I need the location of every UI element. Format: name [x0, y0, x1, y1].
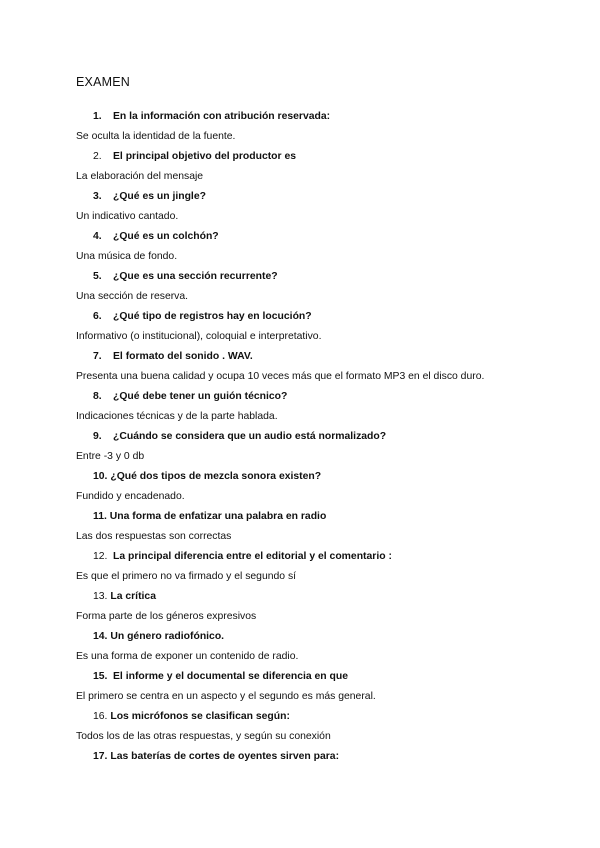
question — [0, 467, 600, 487]
question-list — [0, 107, 600, 767]
question — [0, 347, 600, 367]
answer: Una música de fondo. — [76, 251, 178, 262]
question — [0, 627, 600, 647]
question — [0, 107, 600, 127]
question-text — [93, 467, 321, 487]
question — [0, 427, 600, 447]
answer: Informativo (o institucional), coloquial e interpretativo. — [76, 331, 322, 342]
answer: Es una forma de exponer un contenido de radio. — [76, 651, 299, 662]
question-number: 7. — [93, 351, 102, 362]
question-label: ¿Qué es un jingle? — [113, 191, 206, 202]
question-number: 15. — [93, 671, 108, 682]
answer: Presenta una buena calidad y ocupa 10 veces más que el formato MP3 en el disco duro. — [76, 371, 485, 382]
question-number: 13. — [93, 591, 108, 602]
question-number: 9. — [93, 431, 102, 442]
question — [0, 147, 600, 167]
question-text — [93, 627, 224, 647]
answer: Las dos respuestas son correctas — [76, 531, 232, 542]
question-label: ¿Qué dos tipos de mezcla sonora existen? — [110, 471, 322, 482]
question-label: ¿Qué es un colchón? — [113, 231, 219, 242]
question-number: 14. — [93, 631, 108, 642]
question — [0, 667, 600, 687]
question — [0, 227, 600, 247]
question-text — [93, 507, 326, 527]
question-number: 4. — [93, 231, 102, 242]
question — [0, 387, 600, 407]
question-number: 2. — [93, 151, 102, 162]
question — [0, 507, 600, 527]
question-label: ¿Que es una sección recurrente? — [113, 271, 278, 282]
question-number: 3. — [93, 191, 102, 202]
question-text — [93, 747, 339, 767]
question — [0, 187, 600, 207]
answer: El primero se centra en un aspecto y el segundo es más general. — [76, 691, 376, 702]
question-number: 6. — [93, 311, 102, 322]
question-number: 16. — [93, 711, 108, 722]
answer: Se oculta la identidad de la fuente. — [76, 131, 236, 142]
answer: La elaboración del mensaje — [76, 171, 204, 182]
question-number: 1. — [93, 111, 102, 122]
answer: Entre -3 y 0 db — [76, 451, 145, 462]
page-title: EXAMEN — [76, 75, 130, 89]
question — [0, 547, 600, 567]
question-number: 10. — [93, 471, 108, 482]
answer: Una sección de reserva. — [76, 291, 189, 302]
question — [0, 307, 600, 327]
question-number: 5. — [93, 271, 102, 282]
question-label: Un género radiofónico. — [110, 631, 225, 642]
question-text — [93, 587, 156, 607]
question-number: 17. — [93, 751, 108, 762]
answer: Todos los de las otras respuestas, y según su conexión — [76, 731, 331, 742]
question-label: El informe y el documental se diferencia en que — [113, 671, 349, 682]
question-label: En la información con atribución reservada: — [113, 111, 331, 122]
question-number: 11. — [93, 511, 107, 522]
answer: Es que el primero no va firmado y el segundo sí — [76, 571, 297, 582]
question-label: ¿Cuándo se considera que un audio está normalizado? — [113, 431, 387, 442]
question-label: ¿Qué tipo de registros hay en locución? — [113, 311, 312, 322]
question — [0, 267, 600, 287]
question — [0, 587, 600, 607]
question-label: Las baterías de cortes de oyentes sirven para: — [110, 751, 340, 762]
question-label: Una forma de enfatizar una palabra en radio — [109, 511, 327, 522]
question — [0, 747, 600, 767]
question-text — [93, 707, 290, 727]
question-label: ¿Qué debe tener un guión técnico? — [113, 391, 288, 402]
question-number: 12. — [93, 551, 108, 562]
answer: Fundido y encadenado. — [76, 491, 185, 502]
question-label: Los micrófonos se clasifican según: — [110, 711, 290, 722]
question — [0, 707, 600, 727]
question-label: El principal objetivo del productor es — [113, 151, 297, 162]
answer: Indicaciones técnicas y de la parte hablada. — [76, 411, 278, 422]
answer: Forma parte de los géneros expresivos — [76, 611, 257, 622]
question-label: La crítica — [110, 591, 156, 602]
question-label: El formato del sonido . WAV. — [113, 351, 253, 362]
answer: Un indicativo cantado. — [76, 211, 179, 222]
question-number: 8. — [93, 391, 102, 402]
question-label: La principal diferencia entre el editorial y el comentario : — [113, 551, 392, 562]
